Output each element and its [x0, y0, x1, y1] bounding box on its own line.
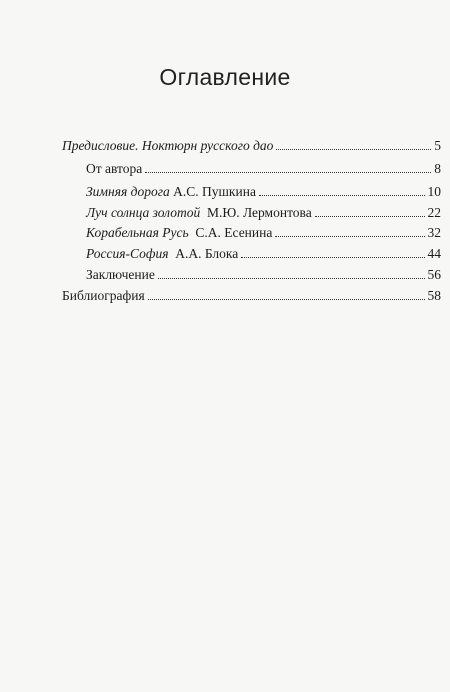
toc-page-number: 58 — [427, 288, 441, 303]
toc-entry-bibliography — [62, 288, 441, 304]
toc-entry-title: Россия-София А.А. Блока — [86, 246, 239, 261]
toc-entry-title: От автора — [86, 161, 143, 176]
toc-entry-esenin — [86, 225, 441, 241]
page-title: Оглавление — [159, 64, 291, 90]
toc-entry-title: Заключение — [86, 267, 155, 282]
leader-dots — [276, 138, 431, 150]
leader-dots — [275, 225, 424, 237]
toc-entry-title: Предисловие. Ноктюрн русского дао — [62, 138, 274, 153]
leader-dots — [259, 184, 425, 196]
toc-entry-from-author — [86, 161, 441, 177]
leader-dots — [158, 267, 425, 279]
toc-page-number: 56 — [427, 267, 441, 282]
toc-entry-lermontov — [86, 205, 441, 221]
toc-page-number: 8 — [434, 161, 441, 176]
toc-entry-blok — [86, 246, 441, 262]
leader-dots — [241, 246, 424, 258]
leader-dots — [148, 288, 425, 300]
toc-entry-title: Библиография — [62, 288, 145, 303]
toc-page-number: 32 — [427, 225, 441, 240]
toc-entry-title: Луч солнца золотой М.Ю. Лермонтова — [86, 205, 312, 220]
toc-page-number: 10 — [427, 184, 441, 199]
toc-page-number: 22 — [427, 205, 441, 220]
toc-page-number: 5 — [434, 138, 441, 153]
toc-page-number: 44 — [427, 246, 441, 261]
toc-entry-pushkin — [86, 184, 441, 200]
toc-entry-title: Зимняя дорога А.С. Пушкина — [86, 184, 256, 199]
leader-dots — [145, 161, 431, 173]
toc-entry-title: Корабельная Русь С.А. Есенина — [86, 225, 273, 240]
toc-entry-conclusion — [86, 267, 441, 283]
toc-entry-preface — [62, 138, 441, 154]
leader-dots — [315, 205, 425, 217]
